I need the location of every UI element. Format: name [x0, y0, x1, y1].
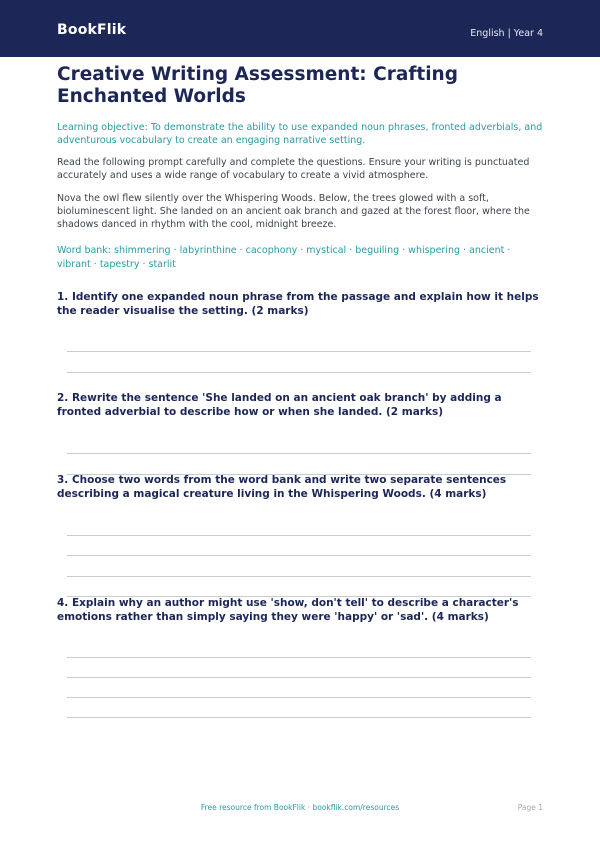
question-4: 4. Explain why an author might use 'show, don't tell' to describe a character's emotions rather than simply saying they were 'happy' or 'sad'. (4 marks)	[57, 597, 519, 623]
question-3: 3. Choose two words from the word bank and write two separate sentences describing a magical creature living in the Whispering Woods. (4 marks)	[57, 474, 507, 500]
answer-line[interactable]	[67, 697, 531, 698]
learning-objective: Learning objective: To demonstrate the ability to use expanded noun phrases, fronted adverbials, and adventurous vocabulary to create an engaging narrative setting.	[57, 122, 543, 146]
word-bank: Word bank: shimmering · labyrinthine · cacophony · mystical · beguiling · whispering · ancient · vibrant · tapestry · starlit	[57, 245, 511, 270]
answer-line[interactable]	[67, 677, 531, 678]
answer-line[interactable]	[67, 453, 531, 454]
answer-line[interactable]	[67, 717, 531, 718]
answer-line[interactable]	[67, 372, 531, 373]
page-number: Page 1	[517, 803, 543, 812]
instructions: Read the following prompt carefully and complete the questions. Ensure your writing is punctuated accurately and uses a wide range of vocabulary to create a vivid atmosphere.	[57, 157, 530, 181]
question-1: 1. Identify one expanded noun phrase from the passage and explain how it helps the reader visualise the setting. (2 marks)	[57, 291, 539, 317]
question-2: 2. Rewrite the sentence 'She landed on an ancient oak branch' by adding a fronted adverbial to describe how or when she landed. (2 marks)	[57, 392, 502, 418]
reading-passage: Nova the owl flew silently over the Whispering Woods. Below, the trees glowed with a soft, bioluminescent light. She landed on an ancient oak branch and gazed at the forest floor, where the shadows danced in rhythm with the cool, midnight breeze.	[57, 193, 530, 230]
answer-line[interactable]	[67, 535, 531, 536]
brand-logo: BookFlik	[57, 22, 127, 38]
answer-line[interactable]	[67, 351, 531, 352]
subject-label: English | Year 4	[470, 28, 543, 39]
answer-line[interactable]	[67, 576, 531, 577]
header-bar	[0, 0, 600, 57]
answer-line[interactable]	[67, 555, 531, 556]
footer-text: Free resource from BookFlik · bookflik.com/resources	[200, 803, 400, 812]
page-title: Creative Writing Assessment: Crafting Enchanted Worlds	[57, 64, 458, 107]
answer-line[interactable]	[67, 657, 531, 658]
